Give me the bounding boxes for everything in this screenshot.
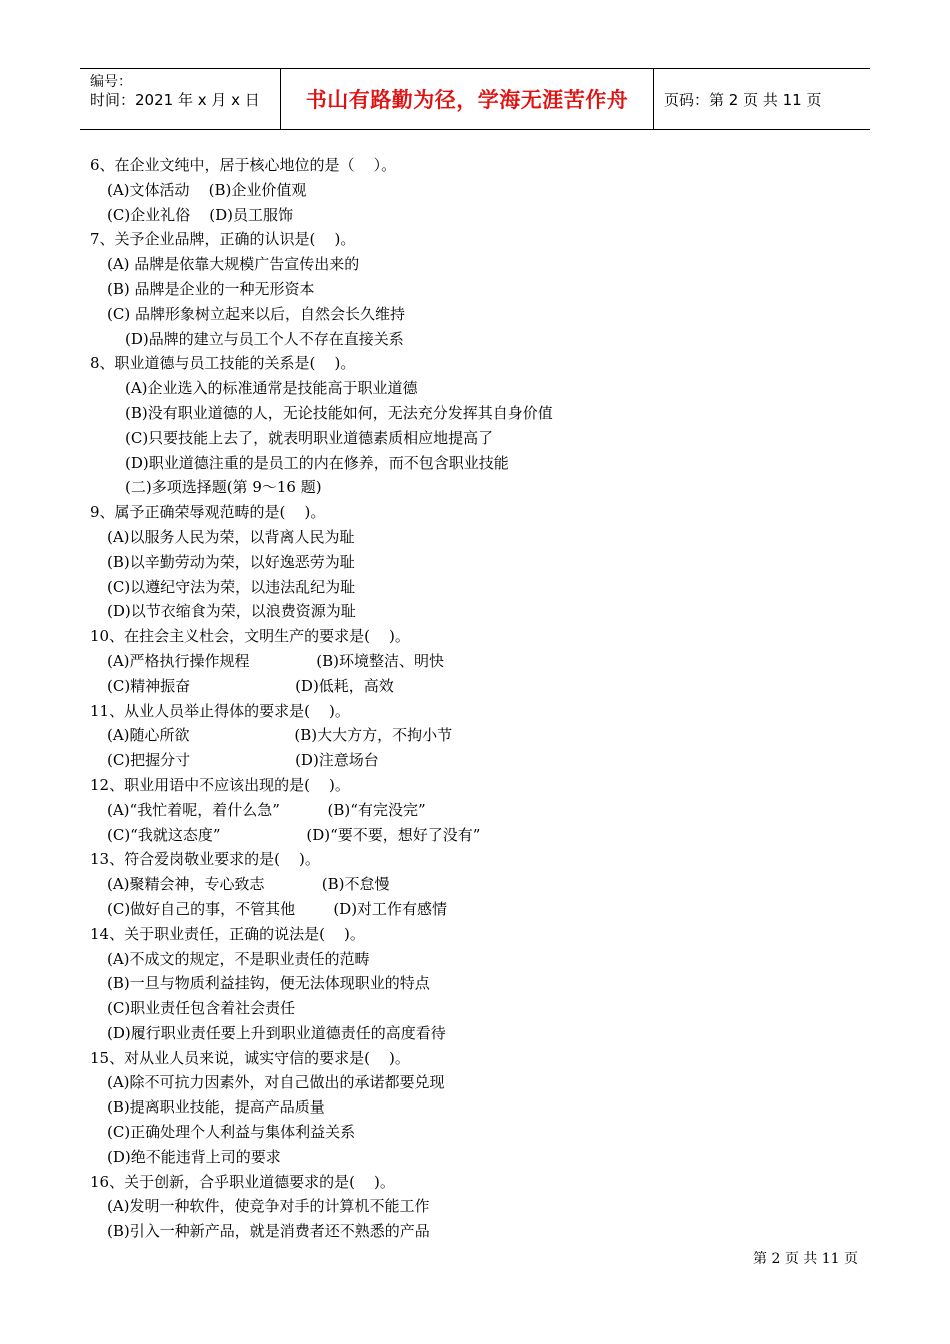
option-line: (B) 品牌是企业的一种无形资本: [107, 279, 315, 298]
number-label: 编号：: [90, 74, 132, 90]
header-page-label: 页码：第 2 页 共 11 页: [664, 90, 822, 109]
question-line: 8、职业道德与员工技能的关系是( )。: [90, 354, 356, 373]
option-line: (D)履行职业责任要上升到职业道德责任的高度看待: [107, 1023, 446, 1042]
footer-page-number: 第 2 页 共 11 页: [753, 1251, 858, 1267]
option-line: (B)一旦与物质利益挂钩，便无法体现职业的特点: [107, 974, 430, 993]
option-line: (D)以节衣缩食为荣，以浪费资源为耻: [107, 602, 356, 621]
option-line: (C)只要技能上去了，就表明职业道德素质相应地提高了: [125, 428, 494, 447]
option-line: (C)“我就这态度” (D)“要不要，想好了没有”: [107, 825, 481, 844]
time-label: 时间：2021 年 x 月 x 日: [90, 91, 260, 109]
option-line: (A)发明一种软件，使竞争对手的计算机不能工作: [107, 1197, 430, 1216]
option-line: (A)以服务人民为荣，以背离人民为耻: [107, 527, 355, 546]
question-line: 12、职业用语中不应该出现的是( )。: [90, 775, 350, 794]
option-line: (C)精神振奋 (D)低耗，高效: [107, 676, 394, 695]
question-line: 6、在企业文纯中，居于核心地位的是（ ）。: [90, 156, 397, 174]
option-line: (B)提离职业技能，提高产品质量: [107, 1098, 325, 1117]
question-line: 13、符合爱岗敬业要求的是( )。: [90, 850, 320, 869]
option-line: (C)以遵纪守法为荣，以违法乱纪为耻: [107, 577, 356, 596]
option-line: (C) 品牌形象树立起来以后，自然会长久维持: [107, 304, 405, 323]
question-line: 16、关于创新，合乎职业道德要求的是( )。: [90, 1172, 395, 1191]
question-line: 10、在拄会主义杜会，文明生产的要求是( )。: [90, 627, 410, 646]
option-line: (A)“我忙着呢，着什么急” (B)“有完没完”: [107, 800, 426, 819]
option-line: (A) 品牌是依靠大规模广告宣传出来的: [107, 255, 360, 274]
question-line: 14、关于职业责任，正确的说法是( )。: [90, 924, 365, 943]
option-line: (A)文体活动 (B)企业价值观: [107, 180, 307, 199]
document-body: [90, 153, 870, 1244]
page-header: [80, 68, 870, 130]
option-line: (D)职业道德注重的是员工的内在修养，而不包含职业技能: [125, 453, 509, 472]
header-meta: [80, 69, 281, 129]
option-line: (B)以辛勤劳动为荣，以好逸恶劳为耻: [107, 552, 355, 571]
option-line: (C)企业礼俗 (D)员工服饰: [107, 205, 293, 224]
option-line: (B)没有职业道德的人，无论技能如何，无法充分发挥其自身价值: [125, 403, 553, 422]
question-line: 7、关予企业品牌，正确的认识是( )。: [90, 230, 356, 249]
option-line: (C)做好自己的事，不管其他 (D)对工作有感情: [107, 899, 448, 918]
option-line: (A)不成文的规定，不是职业责任的范畴: [107, 949, 370, 968]
option-line: (A)随心所欲 (B)大大方方，不拘小节: [107, 726, 453, 745]
option-line: (C)把握分寸 (D)注意场台: [107, 751, 379, 770]
option-line: (A)严格执行操作规程 (B)环境整洁、明快: [107, 651, 445, 670]
option-line: (C)职业责任包含着社会责任: [107, 999, 296, 1018]
option-line: (D)品牌的建立与员工个人不存在直接关系: [125, 329, 404, 348]
header-motto: 书山有路勤为径，学海无涯苦作舟: [281, 69, 654, 129]
option-line: (D)绝不能违背上司的要求: [107, 1147, 281, 1166]
question-line: 15、对从业人员来说，诚实守信的要求是( )。: [90, 1048, 410, 1067]
option-line: (二)多项选择题(第 9～16 题): [125, 478, 322, 497]
question-line: 11、从业人员举止得体的要求是( )。: [90, 701, 350, 720]
option-line: (A)除不可抗力因素外，对自己做出的承诺都要兑现: [107, 1073, 445, 1092]
option-line: (B)引入一种新产品，就是消费者还不熟悉的产品: [107, 1222, 430, 1241]
option-line: (C)正确处理个人利益与集体利益关系: [107, 1123, 356, 1142]
option-line: (A)企业选入的标准通常是技能高于职业道德: [125, 379, 418, 398]
question-line: 9、属予正确荣辱观范畴的是( )。: [90, 503, 326, 522]
option-line: (A)聚精会神，专心致志 (B)不怠慢: [107, 875, 390, 894]
